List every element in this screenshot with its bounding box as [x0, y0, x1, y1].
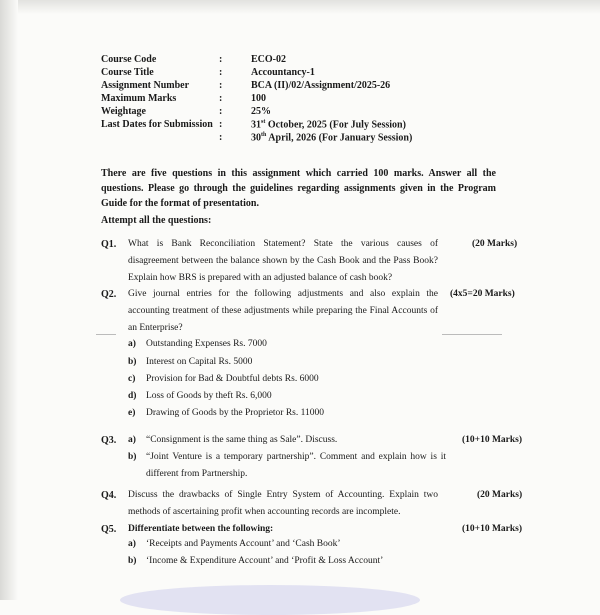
meta-colon: : [219, 67, 223, 78]
question-marks: (20 Marks) [472, 239, 518, 249]
adjustment-item [128, 391, 272, 401]
part-text: “Joint Venture is a temporary partnership”. Comment and explain how is it different from Partnership. [146, 452, 446, 479]
item-text: Interest on Capital Rs. 5000 [146, 357, 253, 367]
meta-colon: : [219, 119, 223, 130]
item-label: d) [128, 391, 137, 401]
item-label: a) [128, 339, 136, 349]
meta-value: ECO-02 [251, 54, 286, 65]
item-text: Provision for Bad & Doubtful debts Rs. 6000 [146, 374, 319, 384]
adjustment-item [128, 339, 267, 349]
meta-value: 30th April, 2026 (For January Session) [251, 132, 413, 144]
question-text: Differentiate between the following: [128, 524, 274, 534]
meta-colon: : [219, 80, 223, 91]
part-label: b) [128, 452, 137, 462]
meta-value: BCA (II)/02/Assignment/2025-26 [251, 80, 391, 91]
meta-value: 31st October, 2025 (For July Session) [251, 119, 406, 131]
item-text: Loss of Goods by theft Rs. 6,000 [146, 391, 272, 401]
part-label: a) [128, 435, 136, 445]
divider-line [96, 334, 116, 335]
meta-colon: : [219, 132, 223, 143]
page-shadow-left [0, 0, 18, 600]
part-text: “Consignment is the same thing as Sale”. Discuss. [146, 435, 338, 445]
adjustment-item [128, 408, 324, 418]
meta-colon: : [219, 106, 223, 117]
adjustment-item [128, 374, 319, 384]
item-label: c) [128, 374, 136, 384]
question-number: Q2. [101, 289, 117, 300]
question-text: Discuss the drawbacks of Single Entry System of Accounting. Explain two methods of ascertaining profit when accounting records are incomplete. [128, 490, 438, 517]
item-label: e) [128, 408, 136, 418]
question-marks: (20 Marks) [477, 490, 523, 500]
part-text: ‘Receipts and Payments Account’ and ‘Cash Book’ [146, 539, 341, 549]
attempt-heading: Attempt all the questions: [101, 215, 212, 226]
meta-label: Course Code [101, 54, 157, 65]
instructions-paragraph: There are five questions in this assignment which carried 100 marks. Answer all the questions. Please go through the guidelines regarding assignments given in the Program Guide for the format of presentation. [101, 168, 496, 209]
divider-line [442, 334, 502, 335]
question-number: Q4. [101, 490, 117, 501]
adjustment-item [128, 357, 252, 367]
meta-label: Last Dates for Submission [101, 119, 213, 130]
meta-value: 100 [251, 93, 266, 104]
meta-colon: : [219, 54, 223, 65]
item-text: Outstanding Expenses Rs. 7000 [146, 339, 267, 349]
question-5-part-a [128, 539, 341, 549]
item-label: b) [128, 357, 137, 367]
meta-value: 25% [251, 106, 271, 117]
question-number: Q1. [101, 239, 117, 250]
question-marks: (4x5=20 Marks) [450, 289, 515, 299]
question-text: Give journal entries for the following adjustments and also explain the accounting treatment of these adjustments while preparing the Final Accounts of an Enterprise? [128, 289, 438, 333]
question-marks: (10+10 Marks) [462, 435, 523, 445]
question-number: Q3. [101, 435, 117, 446]
item-text: Drawing of Goods by the Proprietor Rs. 11000 [146, 408, 325, 418]
meta-label: Maximum Marks [101, 93, 177, 104]
meta-label: Assignment Number [101, 80, 190, 91]
meta-label: Weightage [101, 106, 146, 117]
question-5-part-b [128, 556, 383, 566]
part-label: b) [128, 556, 137, 566]
meta-colon: : [219, 93, 223, 104]
watermark [120, 585, 420, 615]
part-text: ‘Income & Expenditure Account’ and ‘Profit & Loss Account’ [146, 556, 384, 566]
question-marks: (10+10 Marks) [462, 524, 523, 534]
meta-value: Accountancy-1 [251, 67, 315, 78]
question-text: What is Bank Reconciliation Statement? State the various causes of disagreement between the balance shown by the Cash Book and the Pass Book? Explain how BRS is prepared with an adjusted balance of cash book? [128, 239, 438, 283]
meta-label: Course Title [101, 67, 154, 78]
part-label: a) [128, 539, 136, 549]
question-number: Q5. [101, 524, 117, 535]
page-shadow-top [0, 0, 600, 14]
